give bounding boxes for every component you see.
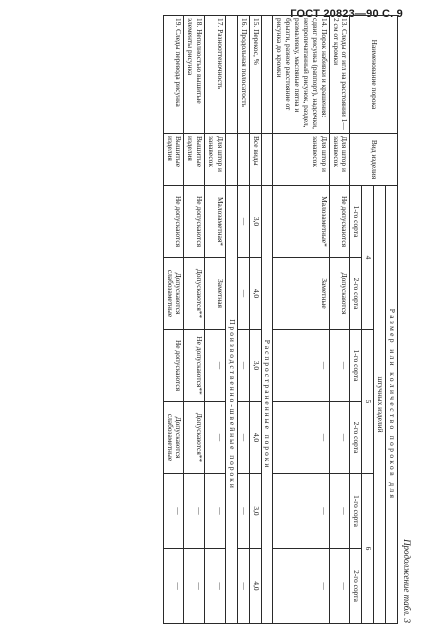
section-blank [226,16,238,134]
defect-name: 14. Порок набивки и крашения: сдвиг рисунка (раппорт), надсечки, непропечатанный рисунок, раздел, размалевку, масляные пятна и брызги, разное расстояние от рисунка до кромки [273,16,329,134]
header-type: Вид изделия [350,134,398,186]
grade: 1-го сорта [350,474,362,549]
grade: 1-го сорта [350,330,362,402]
defect-name: 17. Разнооттеночность [205,16,226,134]
value-cell: — [329,549,350,624]
defect-name: 19. Следы перевода рисунка [163,16,184,134]
value-cell: Не допускаются** [184,330,205,402]
table-row [237,16,249,624]
grade: 1-го сорта [350,186,362,258]
value-cell: — [237,330,249,402]
value-cell: — [205,549,226,624]
value-cell: — [184,474,205,549]
value-cell: — [205,330,226,402]
section-blank [261,134,273,186]
value-cell: — [329,402,350,474]
page-header: ГОСТ 20823—90 С. 9 [290,8,403,20]
group-5: 5 [362,330,374,474]
header-defect: Наименование порока [350,16,398,134]
value-cell: Заметные [273,258,329,330]
product-type: Все виды [249,134,261,186]
grade: 2-го сорта [350,258,362,330]
product-type: Для штор и занавесок [329,134,350,186]
value-cell: — [329,474,350,549]
value-cell: — [329,330,350,402]
value-cell: — [273,330,329,402]
value-cell: Допускаются [329,258,350,330]
section-common-defects [261,16,273,624]
value-cell: — [163,549,184,624]
defect-name: 18. Неполностью вышитые элементы рисунка [184,16,205,134]
section-blank [226,134,238,186]
section-blank [261,16,273,134]
value-cell: Малозаметная* [205,186,226,258]
value-cell: — [237,549,249,624]
table-row [163,16,184,624]
continuation-note: Продолжение табл. 3 [402,539,412,623]
value-cell: Малозаметные* [273,186,329,258]
table-row [273,16,329,624]
grade: 2-го сорта [350,549,362,624]
value-cell: 3,0 [249,330,261,402]
defect-name: 15. Перекос, % [249,16,261,134]
value-cell: 3,0 [249,186,261,258]
group-6: 6 [362,474,374,624]
value-cell: — [237,474,249,549]
value-cell: Допускаются слабозаметные [163,402,184,474]
product-type: Вышитые изделия [163,134,184,186]
group-4: 4 [362,186,374,330]
value-cell: — [205,402,226,474]
value-cell: Не допускаются [163,186,184,258]
value-cell: Не допускаются [184,186,205,258]
defects-table [163,15,398,624]
product-type: Для штор и занавесок [273,134,329,186]
value-cell: — [163,474,184,549]
value-cell: Допускаются** [184,402,205,474]
value-cell: — [205,474,226,549]
value-cell: — [273,402,329,474]
value-cell: Не допускаются [163,330,184,402]
defect-name: 16. Продольная полосатость [237,16,249,134]
product-type: Вышитые изделия [184,134,205,186]
value-cell: — [237,402,249,474]
section-label: Производственно-швейные пороки [226,186,238,624]
value-cell: — [273,549,329,624]
table-row [184,16,205,624]
table-row [205,16,226,624]
value-cell: 4,0 [249,258,261,330]
product-type [237,134,249,186]
value-cell: Заметная [205,258,226,330]
product-type: Для штор и занавесок [205,134,226,186]
value-cell: Допускаются слабозаметные [163,258,184,330]
rotated-page [32,15,412,625]
header-size: Размер или количество пороков для [386,186,398,624]
value-cell: — [273,474,329,549]
table-row [329,16,350,624]
defect-name: 13. Следы от игл на расстоянии 1—2 см от кромки [329,16,350,134]
grade: 2-го сорта [350,402,362,474]
value-cell: — [184,549,205,624]
value-cell: 4,0 [249,402,261,474]
table-row [249,16,261,624]
value-cell: 3,0 [249,474,261,549]
value-cell: — [237,258,249,330]
section-production-defects [226,16,238,624]
value-cell: Не допускаются [329,186,350,258]
header-piece: штучных изделий [374,186,386,624]
value-cell: Допускаются** [184,258,205,330]
value-cell: — [237,186,249,258]
value-cell: 4,0 [249,549,261,624]
section-label: Распространенные пороки [261,186,273,624]
